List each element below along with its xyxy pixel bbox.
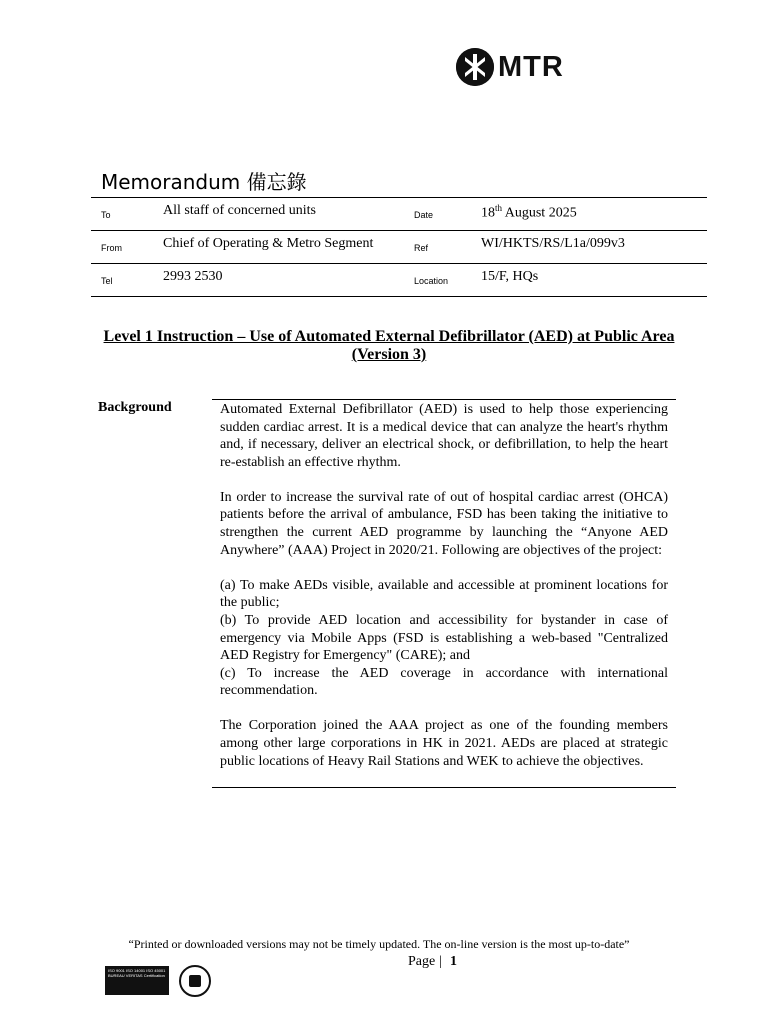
location-value: 15/F, HQs <box>481 269 539 284</box>
field-label: Tel <box>101 276 113 286</box>
mtr-logo-icon <box>456 48 494 86</box>
field-value: 2993 2530 <box>163 269 223 284</box>
mtr-logo-text: MTR <box>498 50 564 83</box>
paragraph: In order to increase the survival rate of out of hospital cardiac arrest (OHCA) patients before the arrival of ambulance, FSD has been taking the initiative to strengthen the current AED programme by launching the “Anyone AED Anywhere” (AAA) Project in 2020/21. Following are objectives of the project: <box>220 489 668 558</box>
field-label: Date <box>414 210 434 220</box>
field-label: Ref <box>414 243 429 253</box>
page-number: Page | 1 <box>408 954 458 969</box>
list-item: (b) To provide AED location and accessibility for bystander in case of emergency via Mobile Apps (FSD is establishing a web-based "Centralized AED Registry for Emergency" (CARE); and <box>220 612 668 664</box>
memo-row-to <box>91 198 707 231</box>
field-value: All staff of concerned units <box>163 203 316 218</box>
field-label: From <box>101 243 122 253</box>
mtr-logo <box>456 48 564 86</box>
field-label: Location <box>414 276 449 286</box>
memo-row-tel <box>91 264 707 297</box>
bureau-veritas-badge: ISO 9001 ISO 14001 ISO 45001 BUREAU VERITAS Certification <box>105 966 169 995</box>
memo-header-table <box>91 197 707 297</box>
memo-row-from <box>91 231 707 264</box>
certification-logo <box>105 965 215 997</box>
paragraph: The Corporation joined the AAA project as one of the founding members among other large corporations in HK in 2021. AEDs are placed at strategic public locations of Heavy Rail Stations and WEK to achieve the objectives. <box>220 718 668 769</box>
memo-title: Memorandum 備忘錄 <box>101 170 307 194</box>
list-item: (a) To make AEDs visible, available and accessible at prominent locations for the public; <box>220 577 668 611</box>
date-value: 18th August 2025 <box>481 203 577 221</box>
field-label: To <box>101 210 111 220</box>
section-label: Background <box>98 400 172 415</box>
footer-note: “Printed or downloaded versions may not be timely updated. The on-line version is the most up-to-date” <box>128 937 630 951</box>
ref-value: WI/HKTS/RS/L1a/099v3 <box>481 236 625 251</box>
paragraph: Automated External Defibrillator (AED) is used to help those experiencing sudden cardiac arrest. It is a medical device that can analyze the heart's rhythm and, if necessary, deliver an electrical shock, or defibrillation, to help the heart re-establish an effective rhythm. <box>220 402 668 470</box>
certification-seal-icon <box>179 965 211 997</box>
section-body <box>212 399 676 788</box>
document-title: Level 1 Instruction – Use of Automated External Defibrillator (AED) at Public Area (Version 3) <box>103 328 675 363</box>
list-item: (c) To increase the AED coverage in accordance with international recommendation. <box>220 665 668 699</box>
field-value: Chief of Operating & Metro Segment <box>163 236 374 251</box>
